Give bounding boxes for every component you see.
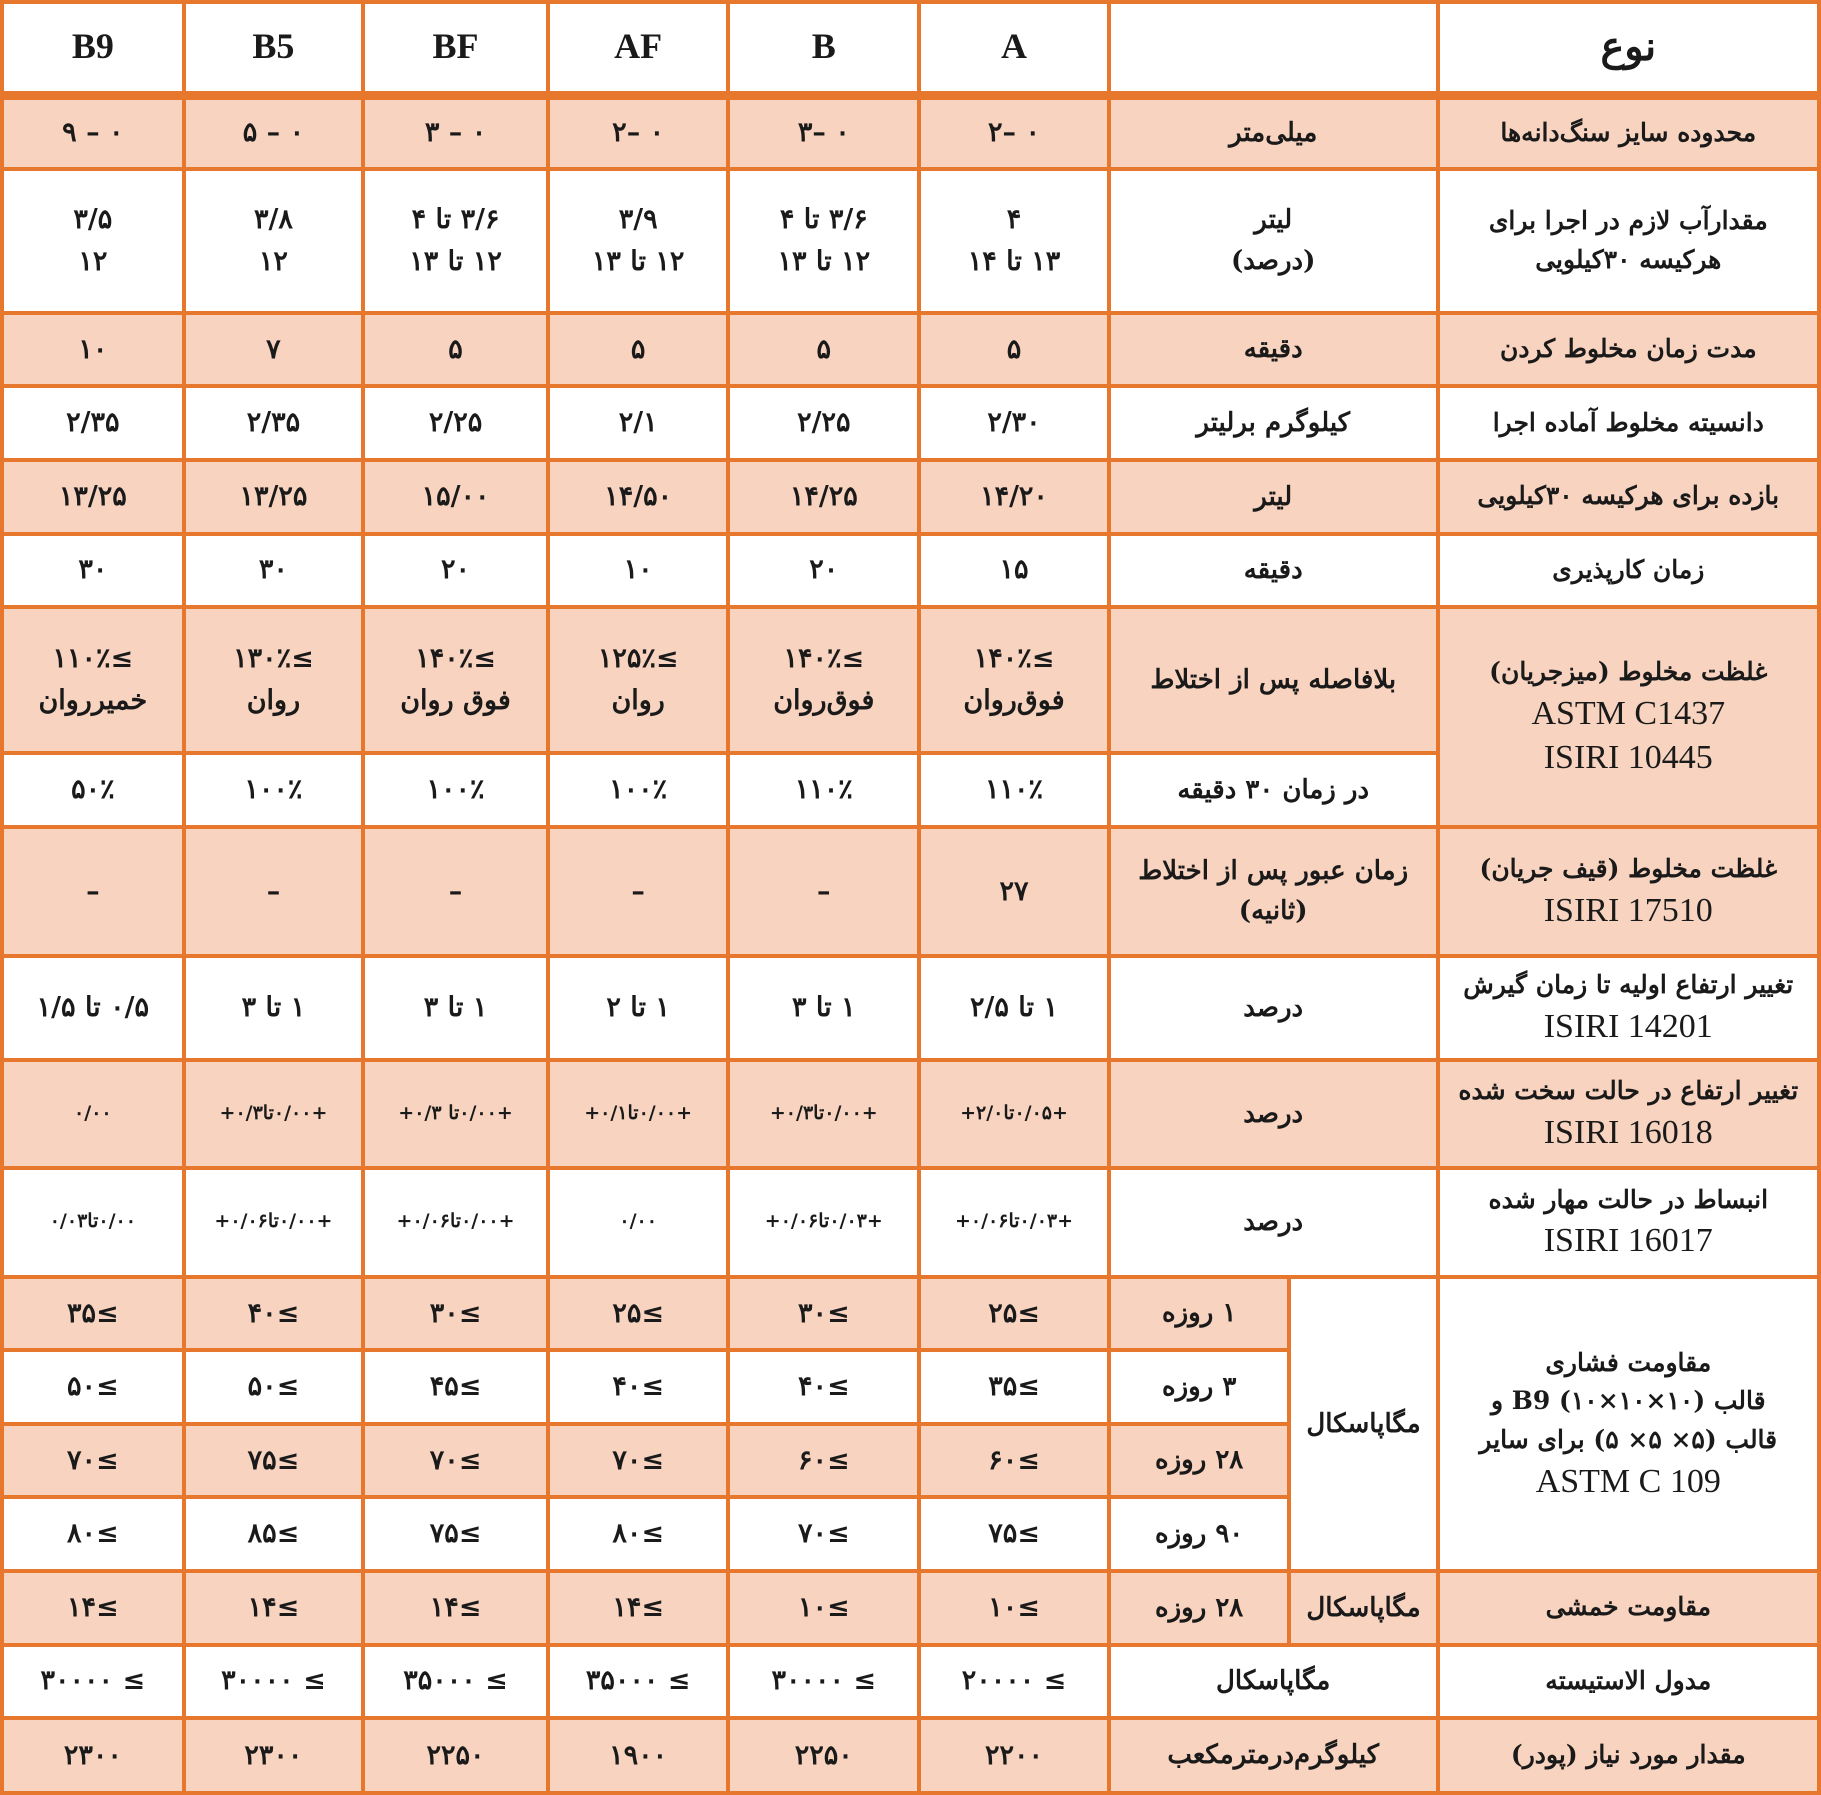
- row-unit: [1109, 827, 1438, 956]
- row-unit: دقیقه: [1109, 313, 1438, 387]
- cell-b5: ≥۸۵: [184, 1497, 364, 1571]
- cell-b: ۲۰: [728, 534, 919, 608]
- row-unit: دقیقه: [1109, 534, 1438, 608]
- cell-a: ۱۴/۲۰: [919, 460, 1109, 534]
- cell-line: ≥۱۲۵٪: [597, 643, 679, 675]
- row-label-standard: ASTM C1437: [1531, 695, 1726, 733]
- row-unit-line: (ثانیه): [1238, 896, 1308, 927]
- cell-b: [728, 607, 919, 753]
- cell-af: ۱ تا ۲: [548, 956, 729, 1060]
- cell-line: ۳/۶ تا ۴: [779, 203, 868, 235]
- row-label: [1438, 169, 1819, 313]
- row-flexural: [2, 1571, 1819, 1645]
- row-compressive-1day: [2, 1277, 1819, 1351]
- row-unit: میلی‌متر: [1109, 95, 1438, 169]
- cell-bf: ۰ – ۳: [363, 95, 548, 169]
- cell-b5: ۳۰: [184, 534, 364, 608]
- row-label: زمان کارپذیری: [1438, 534, 1819, 608]
- cell-b: ۰ –۳: [728, 95, 919, 169]
- header-row: [2, 2, 1819, 95]
- row-powder-required: [2, 1718, 1819, 1793]
- cell-line: روان: [611, 685, 665, 717]
- row-label: دانسیته مخلوط آماده اجرا: [1438, 386, 1819, 460]
- row-unit: کیلوگرم‌درمترمکعب: [1109, 1718, 1438, 1793]
- cell-line: ≥۱۴۰٪: [783, 643, 865, 675]
- row-unit-line: لیتر: [1254, 205, 1293, 236]
- row-unit: [1109, 169, 1438, 313]
- cell-a: ۲/۳۰: [919, 386, 1109, 460]
- cell-af: –: [548, 827, 729, 956]
- row-density: [2, 386, 1819, 460]
- cell-af: ۱۴/۵۰: [548, 460, 729, 534]
- cell-af: ≥۸۰: [548, 1497, 729, 1571]
- cell-a: ۱۱۰٪: [919, 753, 1109, 827]
- cell-b9: ≥۸۰: [2, 1497, 184, 1571]
- cell-bf: ≥۷۰: [363, 1424, 548, 1498]
- cell-af: ۵: [548, 313, 729, 387]
- cell-b5: ≥۵۰: [184, 1350, 364, 1424]
- row-label: [1438, 956, 1819, 1060]
- cell-b9: ≥۷۰: [2, 1424, 184, 1498]
- row-label-line: تغییر ارتفاع اولیه تا زمان گیرش: [1463, 970, 1794, 1000]
- cell-bf: –: [363, 827, 548, 956]
- cell-b5: ۱۳/۲۵: [184, 460, 364, 534]
- row-label: [1438, 827, 1819, 956]
- cell-b5: [184, 607, 364, 753]
- row-label-standard: ISIRI 16017: [1543, 1222, 1713, 1260]
- cell-line: ۱۲: [258, 245, 288, 277]
- cell-af: ۰ –۲: [548, 95, 729, 169]
- row-elastic-modulus: [2, 1645, 1819, 1719]
- cell-b: ≥ ۳۰۰۰۰: [728, 1645, 919, 1719]
- row-label-line: غلظت مخلوط (میزجریان): [1489, 657, 1768, 687]
- row-label: [1438, 1277, 1819, 1571]
- cell-b9: ≥ ۳۰۰۰۰: [2, 1645, 184, 1719]
- cell-b9: ۰/۰۰: [2, 1060, 184, 1168]
- row-unit: درصد: [1109, 1168, 1438, 1277]
- cell-b: +۰/۰۰تا۰/۳+: [728, 1060, 919, 1168]
- row-label: مقدار مورد نیاز (پودر): [1438, 1718, 1819, 1793]
- row-label-line: غلظت مخلوط (قیف جریان): [1479, 854, 1778, 884]
- row-label-line: قالب (۱۰×۱۰×۱۰) B9 و: [1490, 1386, 1766, 1416]
- cell-af: ۱۹۰۰: [548, 1718, 729, 1793]
- row-label-standard: ASTM C 109: [1535, 1462, 1721, 1500]
- cell-line: فوق‌روان: [773, 685, 875, 717]
- row-grain-size: [2, 95, 1819, 169]
- cell-af: [548, 607, 729, 753]
- cell-b9: ۰/۰۰تا۰/۰۳: [2, 1168, 184, 1277]
- cell-bf: ۱۵/۰۰: [363, 460, 548, 534]
- cell-af: ≥ ۳۵۰۰۰: [548, 1645, 729, 1719]
- col-header-af: AF: [548, 2, 729, 95]
- unit-header: [1109, 2, 1438, 95]
- cell-b: ۵: [728, 313, 919, 387]
- row-label: محدوده سایز سنگ‌دانه‌ها: [1438, 95, 1819, 169]
- col-header-b9: B9: [2, 2, 184, 95]
- cell-b: ۱۴/۲۵: [728, 460, 919, 534]
- cell-bf: ≥ ۳۵۰۰۰: [363, 1645, 548, 1719]
- cell-line: فوق‌روان: [963, 685, 1065, 717]
- cell-b9: ۰ – ۹: [2, 95, 184, 169]
- cell-b: ۱ تا ۳: [728, 956, 919, 1060]
- row-unit-line: (درصد): [1230, 245, 1316, 276]
- row-unit: لیتر: [1109, 460, 1438, 534]
- cell-a: ≥۶۰: [919, 1424, 1109, 1498]
- cell-b: ≥۱۰: [728, 1571, 919, 1645]
- cell-a: +۰/۰۵تا۲/۰+: [919, 1060, 1109, 1168]
- cell-b9: ۱۳/۲۵: [2, 460, 184, 534]
- cell-af: ۲/۱: [548, 386, 729, 460]
- cell-b: ۲/۲۵: [728, 386, 919, 460]
- cell-a: [919, 169, 1109, 313]
- cell-a: ۱۵: [919, 534, 1109, 608]
- row-label-standard: ISIRI 16018: [1543, 1114, 1713, 1152]
- cell-b: ≥۴۰: [728, 1350, 919, 1424]
- cell-bf: +۰/۰۰تا ۰/۳+: [363, 1060, 548, 1168]
- col-header-a: A: [919, 2, 1109, 95]
- col-header-b5: B5: [184, 2, 364, 95]
- cell-b9: –: [2, 827, 184, 956]
- cell-a: ≥۷۵: [919, 1497, 1109, 1571]
- cell-b5: ≥۴۰: [184, 1277, 364, 1351]
- row-expansion-restrained: [2, 1168, 1819, 1277]
- row-label-standard: ISIRI 10445: [1543, 739, 1713, 777]
- cell-b5: +۰/۰۰تا۰/۰۶+: [184, 1168, 364, 1277]
- row-unit: در زمان ۳۰ دقیقه: [1109, 753, 1438, 827]
- row-label: مقاومت خمشی: [1438, 1571, 1819, 1645]
- age-cell: ۲۸ روزه: [1109, 1424, 1290, 1498]
- cell-bf: ۲۰: [363, 534, 548, 608]
- row-label: [1438, 1060, 1819, 1168]
- cell-a: ۰ –۲: [919, 95, 1109, 169]
- row-mix-time: [2, 313, 1819, 387]
- cell-b5: ≥۱۴: [184, 1571, 364, 1645]
- age-cell: ۲۸ روزه: [1109, 1571, 1290, 1645]
- cell-a: ≥ ۲۰۰۰۰: [919, 1645, 1109, 1719]
- row-unit: مگاپاسکال: [1289, 1571, 1437, 1645]
- cell-line: ۱۳ تا ۱۴: [967, 245, 1061, 277]
- row-label-line: مقاومت فشاری: [1545, 1347, 1712, 1377]
- cell-line: فوق روان: [400, 685, 511, 717]
- cell-b5: ۷: [184, 313, 364, 387]
- cell-line: ۳/۹: [618, 203, 658, 235]
- row-unit: کیلوگرم برلیتر: [1109, 386, 1438, 460]
- row-workability: [2, 534, 1819, 608]
- row-water: [2, 169, 1819, 313]
- cell-bf: ≥۷۵: [363, 1497, 548, 1571]
- row-unit: بلافاصله پس از اختلاط: [1109, 607, 1438, 753]
- cell-b5: ۱۰۰٪: [184, 753, 364, 827]
- cell-b9: ۱۰: [2, 313, 184, 387]
- age-cell: ۳ روزه: [1109, 1350, 1290, 1424]
- row-unit: مگاپاسکال: [1289, 1277, 1437, 1571]
- cell-line: ۳/۵: [73, 203, 113, 235]
- cell-bf: [363, 169, 548, 313]
- cell-af: [548, 169, 729, 313]
- cell-b9: [2, 607, 184, 753]
- cell-b: ≥۷۰: [728, 1497, 919, 1571]
- cell-line: ≥۱۴۰٪: [415, 643, 496, 675]
- cell-a: ۲۷: [919, 827, 1109, 956]
- cell-bf: ۲/۲۵: [363, 386, 548, 460]
- row-yield: [2, 460, 1819, 534]
- cell-b5: [184, 169, 364, 313]
- cell-bf: ۱ تا ۳: [363, 956, 548, 1060]
- row-label: بازده برای هرکیسه ۳۰کیلویی: [1438, 460, 1819, 534]
- cell-b9: ۲۳۰۰: [2, 1718, 184, 1793]
- cell-af: ۱۰: [548, 534, 729, 608]
- row-label-line: تغییر ارتفاع در حالت سخت شده: [1458, 1076, 1799, 1106]
- cell-line: ≥۱۴۰٪: [973, 643, 1055, 675]
- cell-bf: ۲۲۵۰: [363, 1718, 548, 1793]
- cell-b: –: [728, 827, 919, 956]
- cell-af: ≥۷۰: [548, 1424, 729, 1498]
- cell-af: ۰/۰۰: [548, 1168, 729, 1277]
- cell-bf: ۵: [363, 313, 548, 387]
- cell-bf: ۱۰۰٪: [363, 753, 548, 827]
- row-label-standard: ISIRI 17510: [1543, 891, 1713, 929]
- cell-b: [728, 169, 919, 313]
- cell-b9: ۳۰: [2, 534, 184, 608]
- cell-line: ≥۱۳۰٪: [233, 643, 314, 675]
- cell-a: ≥۱۰: [919, 1571, 1109, 1645]
- cell-b9: [2, 169, 184, 313]
- row-label-line: قالب (۵× ۵× ۵) برای سایر: [1479, 1425, 1778, 1455]
- cell-b: ۲۲۵۰: [728, 1718, 919, 1793]
- row-label: [1438, 1168, 1819, 1277]
- row-label: [1438, 607, 1819, 827]
- age-cell: ۱ روزه: [1109, 1277, 1290, 1351]
- row-label: مدول الاستیسته: [1438, 1645, 1819, 1719]
- cell-b9: ۰/۵ تا ۱/۵: [2, 956, 184, 1060]
- row-height-change-initial: [2, 956, 1819, 1060]
- cell-b5: ۲۳۰۰: [184, 1718, 364, 1793]
- cell-bf: ≥۱۴: [363, 1571, 548, 1645]
- row-unit-line: زمان عبور پس از اختلاط: [1138, 856, 1409, 887]
- cell-b5: +۰/۰۰تا۰/۳+: [184, 1060, 364, 1168]
- cell-b5: ≥ ۳۰۰۰۰: [184, 1645, 364, 1719]
- row-unit: مگاپاسکال: [1109, 1645, 1438, 1719]
- cell-line: ۴: [1006, 203, 1022, 235]
- cell-b5: –: [184, 827, 364, 956]
- type-header: نوع: [1438, 2, 1819, 95]
- row-label: مدت زمان مخلوط کردن: [1438, 313, 1819, 387]
- cell-b9: ۵۰٪: [2, 753, 184, 827]
- cell-b: ≥۶۰: [728, 1424, 919, 1498]
- cell-b5: ۰ – ۵: [184, 95, 364, 169]
- cell-line: خمیرروان: [38, 685, 148, 717]
- row-unit: درصد: [1109, 1060, 1438, 1168]
- cell-line: ۱۲ تا ۱۳: [591, 245, 685, 277]
- cell-bf: ≥۴۵: [363, 1350, 548, 1424]
- cell-a: +۰/۰۳تا۰/۰۶+: [919, 1168, 1109, 1277]
- cell-a: ۲۲۰۰: [919, 1718, 1109, 1793]
- row-consistency-immediate: [2, 607, 1819, 753]
- cell-b5: ≥۷۵: [184, 1424, 364, 1498]
- cell-b: ≥۳۰: [728, 1277, 919, 1351]
- cell-line: ≥۱۱۰٪: [52, 643, 134, 675]
- row-label-line: انبساط در حالت مهار شده: [1488, 1184, 1769, 1214]
- row-height-change-hardened: [2, 1060, 1819, 1168]
- cell-line: ۳/۸: [254, 203, 293, 235]
- cell-b5: ۱ تا ۳: [184, 956, 364, 1060]
- cell-af: ≥۲۵: [548, 1277, 729, 1351]
- cell-b: ۱۱۰٪: [728, 753, 919, 827]
- cell-b5: ۲/۳۵: [184, 386, 364, 460]
- row-label-line: هرکیسه ۳۰کیلویی: [1535, 244, 1722, 274]
- row-unit: درصد: [1109, 956, 1438, 1060]
- cell-b9: ≥۳۵: [2, 1277, 184, 1351]
- cell-a: ۵: [919, 313, 1109, 387]
- cell-b9: ≥۱۴: [2, 1571, 184, 1645]
- cell-af: ≥۱۴: [548, 1571, 729, 1645]
- cell-af: +۰/۰۰تا۰/۱+: [548, 1060, 729, 1168]
- cell-b: +۰/۰۳تا۰/۰۶+: [728, 1168, 919, 1277]
- cell-bf: ≥۳۰: [363, 1277, 548, 1351]
- cell-line: ۱۲ تا ۱۳: [777, 245, 871, 277]
- row-label-line: مقدارآب لازم در اجرا برای: [1488, 205, 1768, 235]
- age-cell: ۹۰ روزه: [1109, 1497, 1290, 1571]
- cell-a: [919, 607, 1109, 753]
- col-header-b: B: [728, 2, 919, 95]
- cell-bf: +۰/۰۰تا۰/۰۶+: [363, 1168, 548, 1277]
- cell-line: ۳/۶ تا ۴: [411, 203, 500, 235]
- cell-af: ≥۴۰: [548, 1350, 729, 1424]
- row-label-standard: ISIRI 14201: [1543, 1008, 1713, 1046]
- cell-line: ۱۲: [78, 245, 108, 277]
- cell-line: ۱۲ تا ۱۳: [409, 245, 502, 277]
- cell-bf: [363, 607, 548, 753]
- cell-line: روان: [246, 685, 301, 717]
- row-funnel: [2, 827, 1819, 956]
- cell-b9: ۲/۳۵: [2, 386, 184, 460]
- cell-a: ≥۲۵: [919, 1277, 1109, 1351]
- cell-a: ≥۳۵: [919, 1350, 1109, 1424]
- cell-af: ۱۰۰٪: [548, 753, 729, 827]
- col-header-bf: BF: [363, 2, 548, 95]
- cell-a: ۱ تا ۲/۵: [919, 956, 1109, 1060]
- cell-b9: ≥۵۰: [2, 1350, 184, 1424]
